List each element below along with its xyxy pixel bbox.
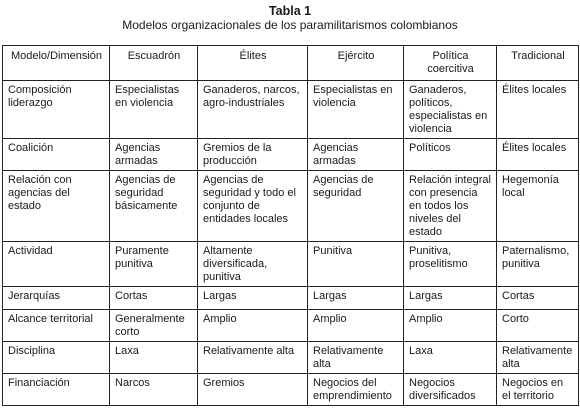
table-cell: Relativamente alta [198, 342, 308, 374]
column-header-tradicional: Tradicional [497, 46, 579, 81]
table-cell: Narcos [110, 374, 198, 406]
table-cell: Corto [497, 310, 579, 342]
row-label: Composición liderazgo [3, 81, 110, 139]
table-cell: Relativamente alta [497, 342, 579, 374]
table-cell: Altamente diversificada, punitiva [198, 242, 308, 287]
table-cell: Agencias armadas [308, 139, 404, 171]
table-cell: Relación integral con presencia en todos los niveles del estado [404, 171, 497, 242]
table-cell: Ganaderos, narcos, agro-industriales [198, 81, 308, 139]
table-cell: Puramente punitiva [110, 242, 198, 287]
table-row [3, 242, 579, 287]
table-cell: Largas [404, 287, 497, 310]
table-cell: Agencias de seguridad [308, 171, 404, 242]
column-header-politica-coercitiva: Política coercitiva [404, 46, 497, 81]
table-cell: Largas [198, 287, 308, 310]
table-cell: Negocios del emprendimiento [308, 374, 404, 406]
table-cell: Amplio [404, 310, 497, 342]
row-label: Financiación [3, 374, 110, 406]
table-cell: Laxa [110, 342, 198, 374]
table-cell: Ganaderos, políticos, especialistas en violencia [404, 81, 497, 139]
table-row [3, 310, 579, 342]
table-cell: Negocios en el territorio [497, 374, 579, 406]
table-title: Modelos organizacionales de los paramilitarismos colombianos [122, 18, 458, 32]
table-cell: Agencias de seguridad básicamente [110, 171, 198, 242]
table-cell: Amplio [198, 310, 308, 342]
row-label: Relación con agencias del estado [3, 171, 110, 242]
table-cell: Cortas [497, 287, 579, 310]
table-cell: Gremios de la producción [198, 139, 308, 171]
table-cell: Élites locales [497, 81, 579, 139]
table-cell: Agencias armadas [110, 139, 198, 171]
table-row [3, 287, 579, 310]
row-label: Alcance territorial [3, 310, 110, 342]
table-header-row [3, 46, 579, 81]
table-cell: Agencias de seguridad y todo el conjunto de entidades locales [198, 171, 308, 242]
table-cell: Largas [308, 287, 404, 310]
table-cell: Políticos [404, 139, 497, 171]
table-cell: Élites locales [497, 139, 579, 171]
table-cell: Gremios [198, 374, 308, 406]
table-cell: Especialistas en violencia [110, 81, 198, 139]
table-row [3, 374, 579, 406]
table-cell: Paternalismo, punitiva [497, 242, 579, 287]
table-cell: Amplio [308, 310, 404, 342]
column-header-ejercito: Ejército [308, 46, 404, 81]
row-label: Actividad [3, 242, 110, 287]
organizational-models-table [2, 45, 579, 406]
table-row [3, 81, 579, 139]
row-label: Disciplina [3, 342, 110, 374]
table-cell: Punitiva, proselitismo [404, 242, 497, 287]
column-header-elites: Élites [198, 46, 308, 81]
table-cell: Negocios diversificados [404, 374, 497, 406]
table-cell: Laxa [404, 342, 497, 374]
table-cell: Especialistas en violencia [308, 81, 404, 139]
row-label: Jerarquías [3, 287, 110, 310]
table-cell: Cortas [110, 287, 198, 310]
column-header-escuadron: Escuadrón [110, 46, 198, 81]
table-cell: Relativamente alta [308, 342, 404, 374]
table-cell: Punitiva [308, 242, 404, 287]
table-row [3, 342, 579, 374]
table-row [3, 139, 579, 171]
column-header-dimension: Modelo/Dimensión [3, 46, 110, 81]
table-row [3, 171, 579, 242]
row-label: Coalición [3, 139, 110, 171]
table-cell: Generalmente corto [110, 310, 198, 342]
table-caption [0, 0, 580, 33]
table-cell: Hegemonía local [497, 171, 579, 242]
table-number: Tabla 1 [268, 4, 312, 18]
